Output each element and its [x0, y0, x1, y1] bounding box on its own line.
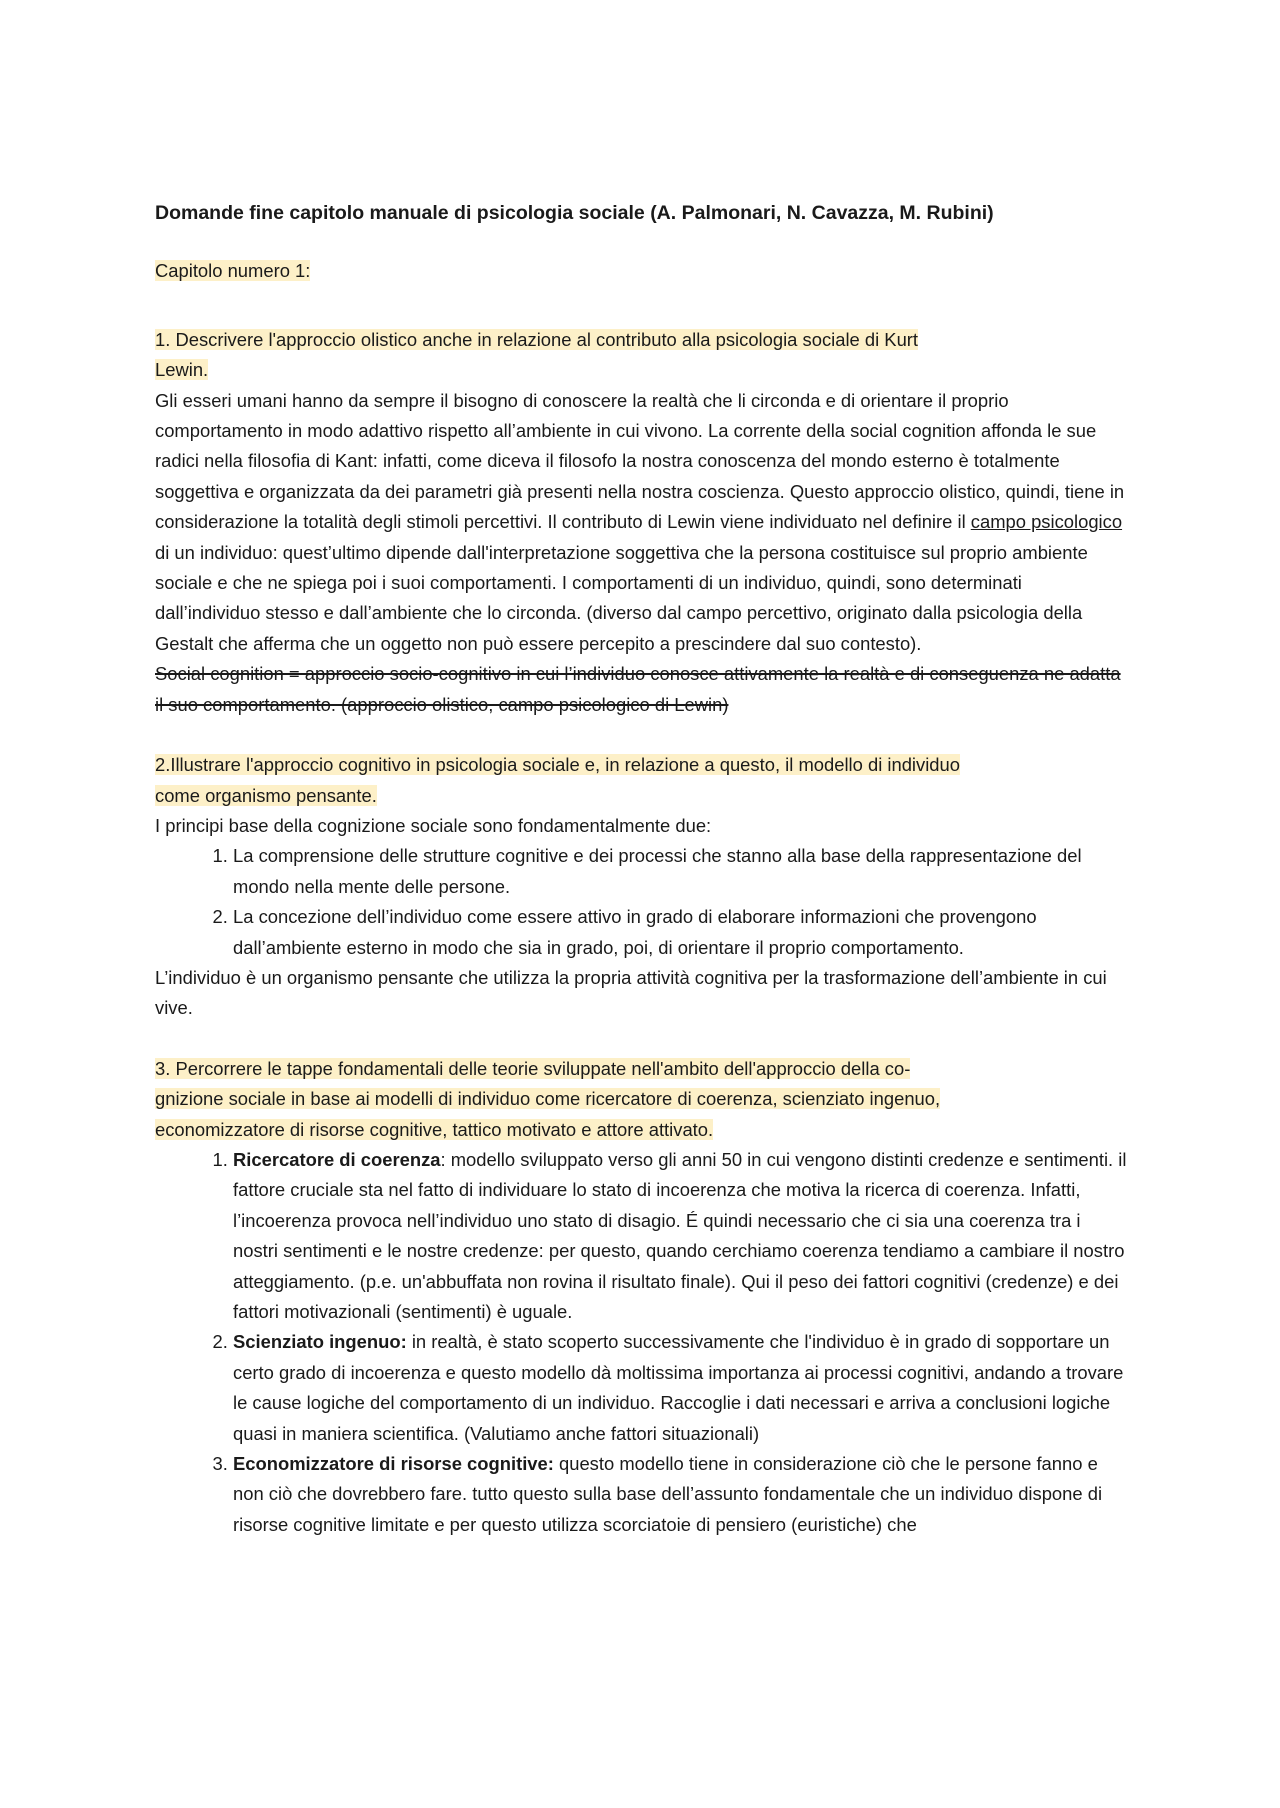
- question-1-heading: [155, 325, 1130, 386]
- question-2-line-1: 2.Illustrare l'approccio cognitivo in psicologia sociale e, in relazione a questo, il modello di individuo: [155, 754, 960, 776]
- list-item-text: : modello sviluppato verso gli anni 50 in cui vengono distinti credenze e sentimenti. il fattore cruciale sta nel fatto di individuare lo stato di incoerenza che motiva la ricerca di coerenza. Infatti, l’incoerenza provoca nell’individuo uno stato di disagio. É quindi necessario che ci sia una coerenza tra i nostri sentimenti e le nostre credenze: per questo, quando cerchiamo coerenza tendiamo a cambiare il nostro atteggiamento. (p.e. un'abbuffata non rovina il risultato finale). Qui il peso dei fattori cognitivi (credenze) e dei fattori motivazionali (sentimenti) è uguale.: [233, 1148, 1127, 1322]
- question-2-section: [155, 750, 1130, 1024]
- list-item: [233, 1449, 1130, 1540]
- question-1-section: [155, 325, 1130, 720]
- list-item-term: Scienziato ingenuo:: [233, 1331, 407, 1353]
- question-2-heading: [155, 750, 1130, 811]
- document-title: Domande fine capitolo manuale di psicologia sociale (A. Palmonari, N. Cavazza, M. Rubini): [155, 202, 994, 224]
- question-1-line-1: 1. Descrivere l'approccio olistico anche in relazione al contributo alla psicologia sociale di Kurt: [155, 328, 919, 350]
- question-1-answer-part-1: Gli esseri umani hanno da sempre il bisogno di conoscere la realtà che li circonda e di orientare il proprio comportamento in modo adattivo rispetto all’ambiente in cui vivono. La corrente della social cognition affonda le sue radici nella filosofia di Kant: infatti, come diceva il filosofo la nostra conoscenza del mondo esterno è totalmente soggettiva e organizzata da dei parametri già presenti nella nostra coscienza. Questo approccio olistico, quindi, tiene in considerazione la totalità degli stimoli percettivi. Il contributo di Lewin viene individuato nel definire il: [155, 389, 1125, 533]
- question-3-line-1: 3. Percorrere le tappe fondamentali delle teorie sviluppate nell'ambito dell'approccio della co-: [155, 1057, 911, 1079]
- list-item: 1. La comprensione delle strutture cognitive e dei processi che stanno alla base della rappresentazione del mondo nella mente delle persone.: [233, 841, 1130, 902]
- question-2-line-2: come organismo pensante.: [155, 784, 377, 806]
- chapter-heading: [155, 256, 1130, 286]
- question-1-answer: [155, 386, 1130, 660]
- question-3-heading: [155, 1054, 1130, 1145]
- list-item-text: questo modello tiene in considerazione ciò che le persone fanno e non ciò che dovrebbero fare. tutto questo sulla base dell’assunto fondamentale che un individuo dispone di risorse cognitive limitate e per questo utilizza scorciatoie di pensiero (euristiche) che: [233, 1453, 1103, 1535]
- list-item-term: Ricercatore di coerenza: [233, 1148, 441, 1170]
- list-item: [233, 1327, 1130, 1449]
- list-item-term: Economizzatore di risorse cognitive:: [233, 1453, 554, 1475]
- question-3-line-2: gnizione sociale in base ai modelli di individuo come ricercatore di coerenza, scienziato ingenuo,: [155, 1088, 941, 1110]
- list-item: [233, 1145, 1130, 1327]
- question-2-intro: I principi base della cognizione sociale sono fondamentalmente due:: [155, 814, 712, 836]
- question-2-conclusion: L’individuo è un organismo pensante che utilizza la propria attività cognitiva per la trasformazione dell’ambiente in cui vive.: [155, 966, 1107, 1019]
- question-2-list: [155, 841, 1130, 963]
- spacer: [155, 720, 1130, 750]
- campo-psicologico-term: campo psicologico: [970, 511, 1123, 533]
- question-1-answer-part-2: di un individuo: quest’ultimo dipende dall'interpretazione soggettiva che la persona costituisce sul proprio ambiente sociale e che ne spiega poi i suoi comportamenti. I comportamenti di un individuo, quindi, sono determinati dall’individuo stesso e dall’ambiente che lo circonda. (diverso dal campo percettivo, originato dalla psicologia della Gestalt che afferma che un oggetto non può essere percepito a prescindere dal suo contesto).: [155, 541, 1088, 654]
- chapter-heading-text: Capitolo numero 1:: [155, 260, 311, 282]
- spacer: [155, 1024, 1130, 1054]
- question-1-line-2: Lewin.: [155, 359, 209, 381]
- list-item: 2. La concezione dell’individuo come essere attivo in grado di elaborare informazioni che provengono dall’ambiente esterno in modo che sia in grado, poi, di orientare il proprio comportamento.: [233, 902, 1130, 963]
- list-item-text: in realtà, è stato scoperto successivamente che l'individuo è in grado di sopportare un certo grado di incoerenza e questo modello dà moltissima importanza ai processi cognitivi, andando a trovare le cause logiche del comportamento di un individuo. Raccoglie i dati necessari e arriva a conclusioni logiche quasi in maniera scientifica. (Valutiamo anche fattori situazionali): [233, 1331, 1124, 1444]
- question-3-section: [155, 1054, 1130, 1541]
- question-3-list: [155, 1145, 1130, 1540]
- question-1-summary: Social cognition = approccio socio-cognitivo in cui l’individuo conosce attivamente la realtà e di conseguenza ne adatta il suo comportamento. (approccio olistico, campo psicologico di Lewin): [155, 663, 1121, 715]
- question-3-line-3: economizzatore di risorse cognitive, tattico motivato e attore attivato.: [155, 1118, 714, 1140]
